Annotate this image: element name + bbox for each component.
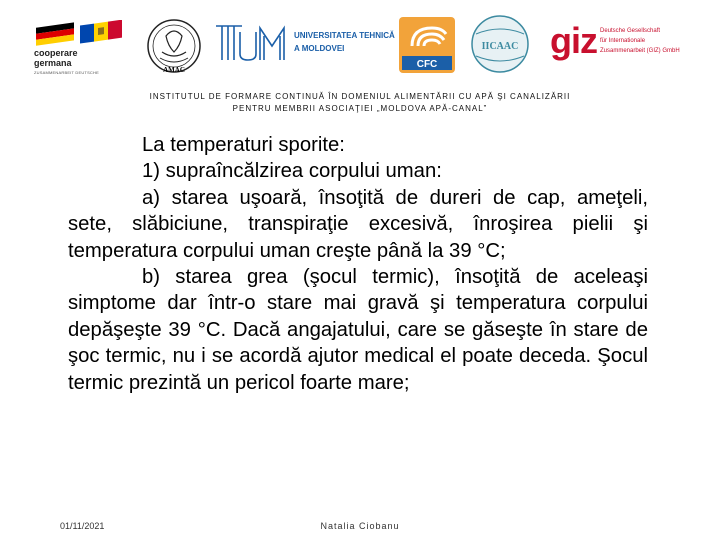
cfc-label: CFC (416, 59, 438, 70)
cooperare-subtitle: ZUSAMMENARBEIT DEUTSCHE (34, 70, 99, 75)
iicaac-emblem-icon (470, 12, 530, 76)
giz-wordmark: giz (550, 20, 597, 61)
germana-label: germana (34, 58, 72, 68)
amac-logo (146, 18, 202, 78)
iicaac-label: IICAAC (481, 41, 519, 52)
list-item-a: a) starea uşoară, însoţită de dureri de cap, ameţeli, sete, slăbiciune, transpiraţie excesivă, înroşirea pielii şi temperatura corpului uman creşte până la 39 °C; (68, 186, 648, 262)
flags-icon (34, 20, 130, 50)
iicaac-logo (470, 12, 530, 76)
institute-header-line2: PENTRU MEMBRII ASOCIAŢIEI „MOLDOVA APĂ-CANAL” (232, 104, 488, 113)
cooperare-germana-logo (34, 20, 130, 78)
utm-logo (212, 20, 395, 64)
footer-date: 01/11/2021 (60, 521, 105, 531)
giz-logo (548, 22, 708, 64)
slide-body (68, 132, 648, 396)
list-item-1: 1) supraîncălzirea corpului uman: (142, 160, 442, 183)
institute-header-line1: INSTITUTUL DE FORMARE CONTINUĂ ÎN DOMENIUL ALIMENTĂRII CU APĂ ŞI CANALIZĂRII (149, 92, 571, 101)
footer-author: Natalia Ciobanu (320, 521, 400, 531)
giz-line3: Zusammenarbeit (GIZ) GmbH (600, 48, 680, 54)
giz-line1: Deutsche Gesellschaft (600, 28, 661, 34)
utm-line1: UNIVERSITATEA TEHNICĂ (294, 31, 395, 40)
cooperare-label: cooperare (34, 48, 78, 58)
cfc-emblem-icon (398, 16, 456, 74)
intro-paragraph: La temperaturi sporite: (142, 134, 345, 156)
logo-bar (0, 0, 720, 86)
utm-monogram-icon (212, 20, 292, 64)
list-item-b: b) starea grea (şocul termic), însoţită de aceleaşi simptome dar într-o stare mai gravă şi temperatura corpului depăşeşte 39 °C. Dacă angajatului, care se găseşte în stare de şoc termic, nu i se acordă ajutor medical el poate deceda. Şocul termic prezintă un pericol foarte mare; (68, 266, 648, 394)
cfc-logo (398, 16, 456, 74)
giz-line2: für Internationale (600, 38, 646, 44)
amac-emblem-icon (146, 18, 202, 78)
utm-line2: A MOLDOVEI (294, 44, 345, 53)
amac-label: AMAC (163, 66, 185, 74)
